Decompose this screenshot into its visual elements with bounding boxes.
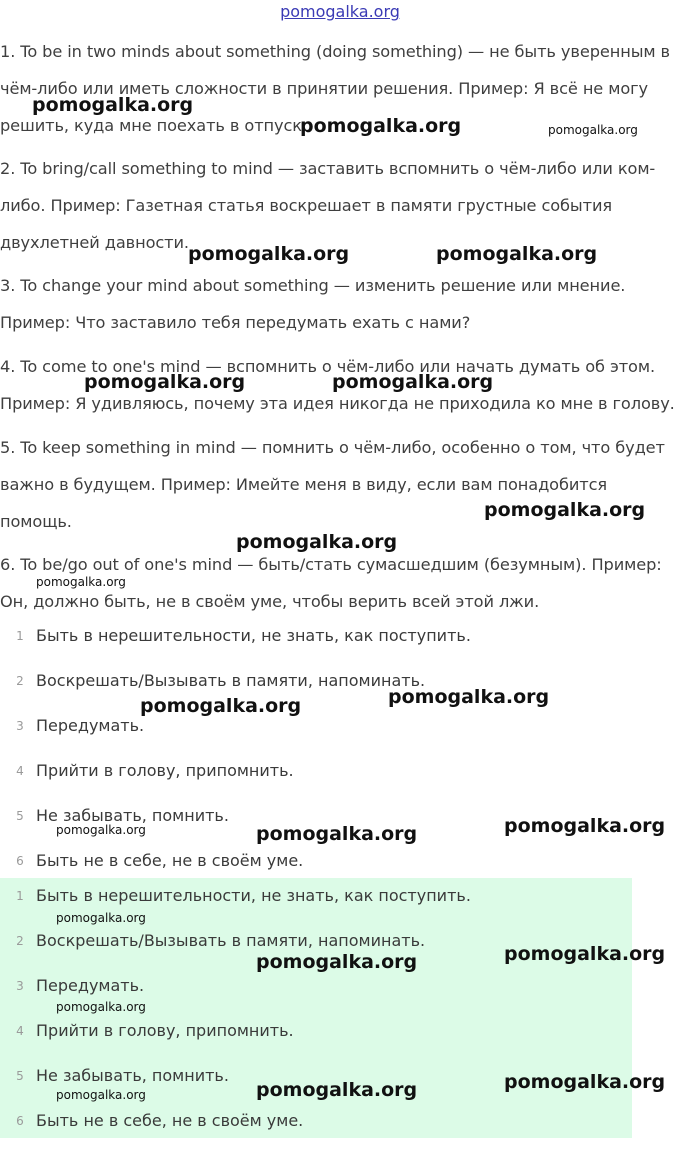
list-item-text: Быть в нерешительности, не знать, как поступить. [36,886,471,905]
watermark: pomogalka.org [140,695,302,717]
watermark: pomogalka.org [548,123,638,137]
list-item-text: Быть не в себе, не в своём уме. [36,851,304,870]
watermark: pomogalka.org [32,94,194,116]
watermark: pomogalka.org [188,243,350,265]
list-item-text: Не забывать, помнить. [36,806,229,825]
paragraph-1: 1. To be in two minds about something (doing something) — не быть уверенным в чём-либо или иметь сложности в принятии решения. Пример: Я всё не могу решить, куда мне поехать в отпуск. [0,42,670,135]
answer-list [0,622,632,892]
watermark: pomogalka.org [256,823,418,845]
site-link[interactable]: pomogalka.org [280,2,400,21]
list-item [0,757,632,802]
paragraph-4: 4. To come to one's mind — вспомнить о чём-либо или начать думать об этом. Пример: Я удивляюсь, почему эта идея никогда не приходила ко мне в голову. [0,357,675,413]
list-item-text: Воскрешать/Вызывать в памяти, напоминать. [36,671,426,690]
list-item-text: Быть в нерешительности, не знать, как поступить. [36,626,471,645]
watermark: pomogalka.org [300,115,462,137]
watermark: pomogalka.org [256,1079,418,1101]
watermark: pomogalka.org [236,531,398,553]
list-item [0,1107,632,1152]
list-item-number: 5 [16,809,24,823]
list-item-text: Быть не в себе, не в своём уме. [36,1111,304,1130]
watermark: pomogalka.org [56,823,146,837]
watermark: pomogalka.org [388,686,550,708]
list-item-number: 2 [16,674,24,688]
list-item-number: 6 [16,854,24,868]
list-item-number: 3 [16,979,24,993]
list-item-text: Прийти в голову, припомнить. [36,761,294,780]
list-item-text: Воскрешать/Вызывать в памяти, напоминать. [36,931,426,950]
watermark: pomogalka.org [332,371,494,393]
list-item [0,1017,632,1062]
watermark: pomogalka.org [256,951,418,973]
watermark: pomogalka.org [56,1000,146,1014]
list-item [0,712,632,757]
watermark: pomogalka.org [436,243,598,265]
list-item-number: 6 [16,1114,24,1128]
list-item-number: 4 [16,764,24,778]
list-item-number: 4 [16,1024,24,1038]
watermark: pomogalka.org [56,1088,146,1102]
paragraph-3: 3. To change your mind about something — изменить решение или мнение. Пример: Что заставило тебя передумать ехать с нами? [0,276,626,332]
list-item [0,622,632,667]
list-item-text: Передумать. [36,976,145,995]
watermark: pomogalka.org [504,1071,666,1093]
paragraph-2: 2. To bring/call something to mind — заставить вспомнить о чём-либо или ком-либо. Пример: Газетная статья воскрешает в памяти грустные события двухлетней давности. [0,159,656,252]
watermark: pomogalka.org [484,499,646,521]
watermark: pomogalka.org [56,911,146,925]
list-item-number: 1 [16,889,24,903]
watermark: pomogalka.org [84,371,246,393]
list-item-number: 3 [16,719,24,733]
list-item-text: Не забывать, помнить. [36,1066,229,1085]
watermark: pomogalka.org [504,943,666,965]
watermark: pomogalka.org [504,815,666,837]
list-item-text: Прийти в голову, припомнить. [36,1021,294,1040]
list-item-number: 1 [16,629,24,643]
list-item-number: 5 [16,1069,24,1083]
paragraph-6: 6. To be/go out of one's mind — быть/стать сумасшедшим (безумным). Пример: Он, должно быть, не в своём уме, чтобы верить всей этой лжи. [0,555,662,611]
paragraph-5: 5. To keep something in mind — помнить о чём-либо, особенно о том, что будет важно в будущем. Пример: Имейте меня в виду, если вам понадобится помощь. [0,438,665,531]
watermark: pomogalka.org [36,575,126,589]
list-item-number: 2 [16,934,24,948]
list-item-text: Передумать. [36,716,145,735]
